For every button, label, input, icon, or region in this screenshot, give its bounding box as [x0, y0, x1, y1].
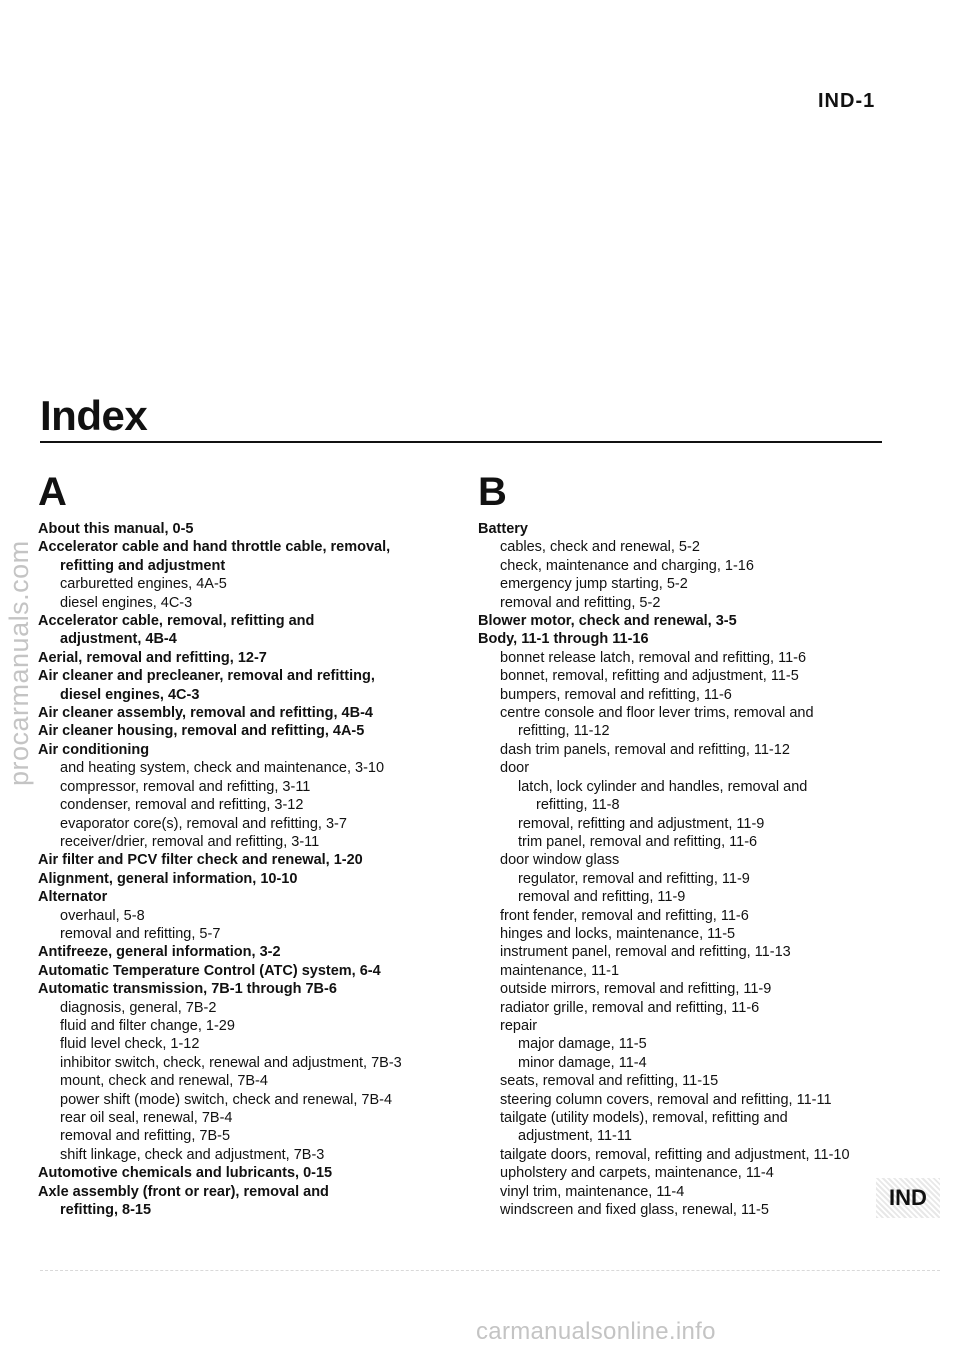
index-subentry: inhibitor switch, check, renewal and adjustment, 7B-3 [60, 1054, 402, 1071]
index-entry: Body, 11-1 through 11-16 [478, 631, 649, 648]
index-entry: Accelerator cable and hand throttle cable, removal, [38, 539, 391, 556]
index-entry-list-b [478, 520, 898, 1219]
index-entry: Antifreeze, general information, 3-2 [38, 944, 281, 961]
index-subentry: mount, check and renewal, 7B-4 [60, 1073, 268, 1090]
index-subentry: steering column covers, removal and refitting, 11-11 [500, 1091, 832, 1108]
index-subentry: removal and refitting, 7B-5 [60, 1128, 231, 1145]
index-entry: Automatic Temperature Control (ATC) system, 6-4 [38, 962, 381, 979]
index-subentry: emergency jump starting, 5-2 [500, 576, 688, 593]
index-subentry: outside mirrors, removal and refitting, 11-9 [500, 981, 772, 998]
index-subentry: latch, lock cylinder and handles, removal and [518, 778, 808, 795]
index-subentry: removal, refitting and adjustment, 11-9 [518, 815, 765, 832]
index-subentry: repair [500, 1017, 538, 1034]
index-entry: Automotive chemicals and lubricants, 0-15 [38, 1165, 333, 1182]
index-subentry: and heating system, check and maintenance, 3-10 [60, 760, 385, 777]
index-subentry: radiator grille, removal and refitting, 11-6 [500, 999, 760, 1016]
index-subentry: removal and refitting, 5-2 [500, 594, 661, 611]
index-subentry: condenser, removal and refitting, 3-12 [60, 797, 304, 814]
index-subentry: removal and refitting, 11-9 [518, 889, 686, 906]
index-subentry: hinges and locks, maintenance, 11-5 [500, 925, 736, 942]
index-entry-list-a [38, 520, 458, 1219]
index-subentry: front fender, removal and refitting, 11-6 [500, 907, 749, 924]
index-entry: Alternator [38, 889, 108, 906]
title-divider [40, 441, 882, 443]
index-subentry: vinyl trim, maintenance, 11-4 [500, 1183, 685, 1200]
index-column-a [38, 470, 458, 1219]
index-subentry: refitting, 8-15 [60, 1202, 152, 1219]
index-subentry: compressor, removal and refitting, 3-11 [60, 778, 311, 795]
index-entry: Aerial, removal and refitting, 12-7 [38, 649, 267, 666]
index-entry: Axle assembly (front or rear), removal and [38, 1183, 329, 1200]
index-subentry: trim panel, removal and refitting, 11-6 [518, 833, 758, 850]
page-title: Index [40, 392, 148, 439]
index-subentry: receiver/drier, removal and refitting, 3-11 [60, 833, 320, 850]
index-subentry: diagnosis, general, 7B-2 [60, 999, 217, 1016]
index-entry: Blower motor, check and renewal, 3-5 [478, 613, 737, 630]
index-subentry: adjustment, 11-11 [518, 1128, 632, 1145]
index-entry: Air conditioning [38, 741, 150, 758]
index-subentry: minor damage, 11-4 [518, 1054, 647, 1071]
watermark-left-text: procarmanuals.com [4, 540, 34, 786]
section-letter-a: A [38, 470, 67, 514]
index-entry: Battery [478, 521, 528, 537]
scan-artifact-line [40, 1270, 940, 1272]
index-subentry: overhaul, 5-8 [60, 907, 145, 924]
page-number: IND-1 [818, 90, 876, 112]
watermark-bottom: carmanualsonline.info [476, 1318, 716, 1345]
index-subentry: windscreen and fixed glass, renewal, 11-5 [500, 1202, 769, 1219]
index-subentry: centre console and floor lever trims, removal and [500, 705, 814, 722]
index-subentry: fluid level check, 1-12 [60, 1036, 200, 1053]
index-subentry: dash trim panels, removal and refitting, 11-12 [500, 741, 790, 758]
index-entry: Accelerator cable, removal, refitting and [38, 613, 315, 630]
index-subentry: tailgate (utility models), removal, refitting and [500, 1110, 788, 1126]
index-subentry: rear oil seal, renewal, 7B-4 [60, 1110, 233, 1126]
index-subentry: evaporator core(s), removal and refitting, 3-7 [60, 815, 347, 832]
section-letter-b: B [478, 470, 507, 514]
index-subentry: maintenance, 11-1 [500, 962, 620, 979]
index-subentry: diesel engines, 4C-3 [60, 594, 193, 611]
section-tab-marker: IND [876, 1178, 940, 1218]
index-subentry: shift linkage, check and adjustment, 7B-3 [60, 1146, 325, 1163]
index-subentry: bonnet release latch, removal and refitting, 11-6 [500, 649, 807, 666]
index-column-b [478, 470, 898, 1219]
index-subentry: power shift (mode) switch, check and renewal, 7B-4 [60, 1091, 393, 1108]
index-subentry: regulator, removal and refitting, 11-9 [518, 870, 750, 887]
index-subentry: tailgate doors, removal, refitting and adjustment, 11-10 [500, 1146, 850, 1163]
index-entry: Alignment, general information, 10-10 [38, 870, 298, 887]
index-subentry: door [500, 760, 530, 777]
index-subentry: door window glass [500, 852, 620, 869]
index-entry: Automatic transmission, 7B-1 through 7B-6 [38, 981, 337, 998]
index-subentry: refitting and adjustment [60, 557, 226, 574]
index-subentry: refitting, 11-12 [518, 723, 610, 740]
index-entry: Air filter and PCV filter check and renewal, 1-20 [38, 852, 363, 869]
index-subentry: major damage, 11-5 [518, 1036, 647, 1053]
index-subentry: refitting, 11-8 [536, 797, 620, 814]
index-subentry: seats, removal and refitting, 11-15 [500, 1073, 719, 1090]
index-subentry: bumpers, removal and refitting, 11-6 [500, 686, 732, 703]
index-subentry: fluid and filter change, 1-29 [60, 1017, 235, 1034]
index-subentry: bonnet, removal, refitting and adjustment, 11-5 [500, 668, 799, 685]
index-entry: Air cleaner assembly, removal and refitting, 4B-4 [38, 705, 373, 722]
index-subentry: carburetted engines, 4A-5 [60, 576, 227, 593]
index-entry: Air cleaner and precleaner, removal and refitting, [38, 668, 375, 685]
index-subentry: diesel engines, 4C-3 [60, 686, 200, 703]
index-subentry: check, maintenance and charging, 1-16 [500, 557, 754, 574]
index-subentry: adjustment, 4B-4 [60, 631, 177, 648]
index-subentry: cables, check and renewal, 5-2 [500, 539, 700, 556]
index-subentry: removal and refitting, 5-7 [60, 925, 221, 942]
index-subentry: upholstery and carpets, maintenance, 11-4 [500, 1165, 774, 1182]
index-subentry: instrument panel, removal and refitting, 11-13 [500, 944, 791, 961]
index-entry: About this manual, 0-5 [38, 521, 194, 537]
index-entry: Air cleaner housing, removal and refitting, 4A-5 [38, 723, 365, 740]
